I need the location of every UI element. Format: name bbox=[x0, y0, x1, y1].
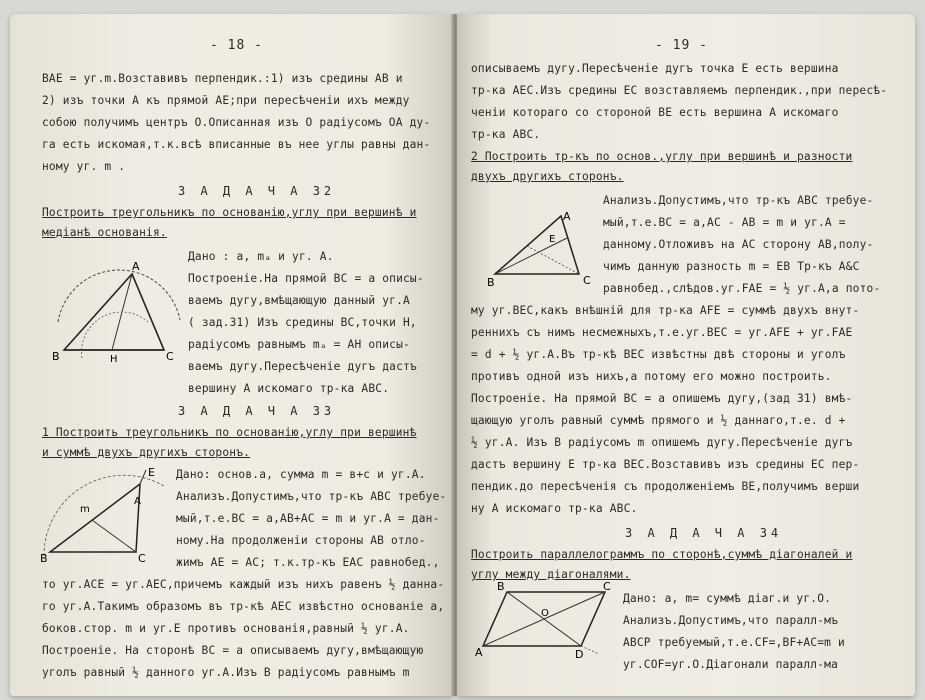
text-line: ваемъ дугу,вмѣщающую данный уг.А bbox=[188, 294, 410, 307]
book-spread bbox=[10, 14, 915, 696]
label-B: B bbox=[487, 276, 495, 289]
text-line: щающую уголъ равный суммѣ прямого и ½ даннаго,т.е. d + bbox=[471, 414, 846, 427]
text-line: описываемъ дугу.Пересѣченіе дугъ точка Е есть вершина bbox=[471, 62, 839, 75]
parallelogram-figure-34 bbox=[475, 582, 615, 662]
text-line: Анализъ.Допустимъ,что паралл-мъ bbox=[623, 614, 838, 627]
text-line: реннихъ съ нимъ несмежныхъ,т.е.уг.ВЕС = уг.АFЕ + уг.FАЕ bbox=[471, 326, 853, 339]
text-line: уголъ равный ½ данного уг.А.Изъ В радіусомъ равнымъ m bbox=[42, 666, 410, 679]
page-number: - 19 - bbox=[655, 38, 708, 53]
text-line: Построеніе.На прямой ВС = a описы- bbox=[188, 272, 424, 285]
text-line: мый,т.е.ВС = a,АС - АВ = m и уг.А = bbox=[603, 216, 846, 229]
problem-statement: 2 Построить тр-къ по основ.,углу при вершинѣ и разности bbox=[471, 150, 853, 163]
text-line: тр-ка АЕС.Изъ средины ЕС возставляемъ перпендик.,при пересѣ- bbox=[471, 84, 888, 97]
text-line: противъ одной изъ нихъ,а потому его можно построить. bbox=[471, 370, 832, 383]
text-line: ному.На продолженіи стороны АВ отло- bbox=[176, 534, 426, 547]
problem-heading: З А Д А Ч А 34 bbox=[625, 526, 783, 540]
label-H: H bbox=[110, 354, 118, 365]
text-line: ( зад.31) Изъ средины ВС,точки Н, bbox=[188, 316, 417, 329]
text-line: Построеніе. На сторонѣ ВС = a описываемъ дугу,вмѣщающую bbox=[42, 644, 424, 657]
text-line: ВАЕ = уг.m.Возставивъ перпендик.:1) изъ средины АВ и bbox=[42, 72, 403, 85]
text-line: собою получимъ центръ О.Описанная изъ О радіусомъ ОА ду- bbox=[42, 116, 431, 129]
problem-statement: медіанѣ основанія. bbox=[42, 226, 167, 239]
triangle-figure-diff bbox=[487, 210, 607, 290]
triangle-figure-33 bbox=[40, 466, 176, 566]
text-line: чимъ данную разность m = ЕВ Тр-къ А&С bbox=[603, 260, 860, 273]
text-line: = d + ½ уг.А.Въ тр-кѣ ВЕС извѣстны двѣ стороны и уголъ bbox=[471, 348, 846, 361]
label-m: m bbox=[80, 504, 90, 515]
label-C: C bbox=[603, 582, 611, 593]
text-line: данному.Отложивъ на АС сторону АВ,полу- bbox=[603, 238, 874, 251]
text-line: ну А искомаго тр-ка АВС. bbox=[471, 502, 638, 515]
label-E: E bbox=[148, 466, 155, 479]
text-line: Анализъ.Допустимъ,что тр-къ АВС требуе- bbox=[603, 194, 874, 207]
text-line: Дано: основ.a, сумма m = в+с и уг.А. bbox=[176, 468, 426, 481]
problem-statement: углу между діагоналями. bbox=[471, 568, 631, 581]
text-line: жимъ АЕ = АС; т.к.тр-къ ЕАС равнобед., bbox=[176, 556, 440, 569]
text-line: пендик.до пересѣченія съ продолженіемъ ВЕ,получимъ верши bbox=[471, 480, 860, 493]
label-A: A bbox=[132, 262, 140, 273]
label-O: O bbox=[541, 608, 549, 619]
text-line: АВСР требуемый,т.е.СF=,ВF+АС=m и bbox=[623, 636, 845, 649]
left-page bbox=[10, 14, 453, 696]
label-E: E bbox=[549, 234, 556, 245]
text-line: Анализъ.Допустимъ,что тр-къ АВС требуе- bbox=[176, 490, 447, 503]
text-line: вершину А искомаго тр-ка АВС. bbox=[188, 382, 390, 395]
text-line: му уг.ВЕС,какъ внѣшній для тр-ка АFЕ = суммѣ двухъ внут- bbox=[471, 304, 860, 317]
text-line: ному уг. m . bbox=[42, 160, 126, 173]
problem-statement: Построить параллелограммъ по сторонѣ,суммѣ діагоналей и bbox=[471, 548, 853, 561]
text-line: равнобед.,слѣдов.уг.FАЕ = ½ уг.А,а пото- bbox=[603, 282, 881, 295]
text-line: ваемъ дугу.Пересѣченіе дугъ дастъ bbox=[188, 360, 417, 373]
label-B: B bbox=[40, 552, 48, 565]
text-line: то уг.АСЕ = уг.АЕС,причемъ каждый изъ нихъ равенъ ½ данна- bbox=[42, 578, 445, 591]
text-line: уг.СОF=уг.О.Діагонали паралл-ма bbox=[623, 658, 838, 671]
problem-heading: З А Д А Ч А 33 bbox=[178, 404, 336, 418]
text-line: мый,т.е.ВС = a,АВ+АС = m и уг.А = дан- bbox=[176, 512, 440, 525]
text-line: га есть искомая,т.к.всѣ вписанные въ нее углы равны дан- bbox=[42, 138, 431, 151]
label-B: B bbox=[497, 582, 505, 593]
label-C: C bbox=[583, 274, 591, 287]
text-line: 2) изъ точки А къ прямой АЕ;при пересѣченіи ихъ между bbox=[42, 94, 410, 107]
label-C: C bbox=[166, 350, 174, 363]
right-page bbox=[457, 14, 915, 696]
text-line: Дано : a, mₐ и уг. А. bbox=[188, 250, 334, 263]
label-C: C bbox=[138, 552, 146, 565]
problem-statement: двухъ другихъ сторонъ. bbox=[471, 170, 624, 183]
label-D: D bbox=[575, 648, 584, 661]
text-line: го уг.А.Такимъ образомъ въ тр-кѣ АЕС извѣстно основаніе а, bbox=[42, 600, 445, 613]
text-line: ченіи котораго со стороной ВЕ есть вершина А искомаго bbox=[471, 106, 839, 119]
label-A: A bbox=[563, 210, 571, 223]
label-B: B bbox=[52, 350, 60, 363]
problem-statement: Построить треугольникъ по основанію,углу при вершинѣ и bbox=[42, 206, 417, 219]
problem-statement: и суммѣ двухъ другихъ сторонъ. bbox=[42, 446, 251, 459]
text-line: Дано: a, m= суммѣ діаг.и уг.О. bbox=[623, 592, 832, 605]
label-A: A bbox=[134, 496, 141, 507]
text-line: ½ уг.А. Изъ В радіусомъ m опишемъ дугу.Пересѣченіе дугъ bbox=[471, 436, 853, 449]
text-line: радіусомъ равнымъ mₐ = АН описы- bbox=[188, 338, 410, 351]
page-number: - 18 - bbox=[210, 38, 263, 53]
triangle-figure-32 bbox=[52, 262, 188, 370]
text-line: боков.стор. m и уг.Е противъ основанія,равный ½ уг.А. bbox=[42, 622, 410, 635]
text-line: дастъ вершину Е тр-ка ВЕС.Возставивъ изъ средины ЕС пер- bbox=[471, 458, 860, 471]
problem-heading: З А Д А Ч А 32 bbox=[178, 184, 336, 198]
problem-statement: 1 Построить треугольникъ по основанію,углу при вершинѣ bbox=[42, 426, 417, 439]
text-line: Построеніе. На прямой ВС = a опишемъ дугу,(зад 31) вмѣ- bbox=[471, 392, 853, 405]
label-A: A bbox=[475, 646, 483, 659]
text-line: тр-ка АВС. bbox=[471, 128, 541, 141]
